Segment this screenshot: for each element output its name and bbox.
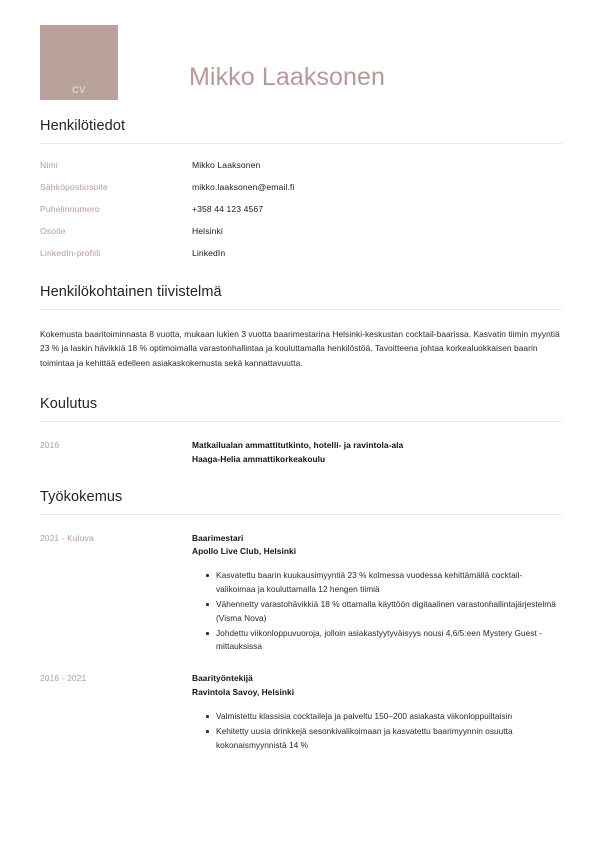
info-row [40,160,560,170]
section-experience [40,489,560,757]
experience-entry [40,672,560,756]
info-value-linkedin: LinkedIn [192,248,226,258]
info-label-email: Sähköpostiosoite [40,182,108,192]
candidate-name: Mikko Laaksonen [189,63,386,91]
info-label-linkedin: LinkedIn-profiili [40,248,101,258]
info-value-address: Helsinki [192,226,223,236]
section-divider [40,421,562,422]
info-value-email: mikko.laaksonen@email.fi [192,182,295,192]
section-summary [40,284,560,370]
section-title-experience: Työkokemus [40,488,123,505]
education-institution: Haaga-Helia ammattikorkeakoulu [192,453,326,464]
bullet-item: Vähennetty varastohävikkiä 18 % ottamalla käyttöön digitaalinen varastonhallintajärjestelmä (Visma Nova) [206,598,560,626]
experience-bullets [192,710,560,753]
section-title-personal-info: Henkilötiedot [40,118,126,134]
experience-role: Baarityöntekijä [192,673,253,684]
section-personal-info [40,118,560,258]
education-entries [40,439,560,466]
experience-entry-date: 2021 - Kuluva [40,532,94,543]
cv-logo-box [40,25,118,100]
bullet-item: Valmistettu klassisia cocktaileja ja palveltu 150–200 asiakasta viikonloppuiltaisin [206,710,560,724]
experience-role: Baarimestari [192,532,244,543]
experience-entries [40,532,560,757]
info-label-name: Nimi [40,160,58,170]
education-entry-body [192,439,560,466]
personal-info-table [40,160,560,258]
education-degree: Matkailualan ammattitutkinto, hotelli- ja ravintola-ala [192,440,404,451]
experience-bullets [192,569,560,655]
section-divider [40,309,562,310]
info-row [40,182,560,192]
section-title-education: Koulutus [40,396,98,413]
experience-entry-body [192,672,560,756]
education-entry [40,439,560,466]
cv-header [40,0,560,100]
bullet-item: Kehitetty uusia drinkkejä sesonkivalikoimaan ja kasvatettu baarimyynnin osuutta kokonaismyynnistä 14 % [206,725,560,753]
bullet-item: Kasvatettu baarin kuukausimyyntiä 23 % kolmessa vuodessa kehittämällä cocktail-valikoimaa ja kouluttamalla 12 hengen tiimiä [206,569,560,597]
info-value-phone: +358 44 123 4567 [192,204,264,214]
section-divider [40,143,562,144]
info-value-name: Mikko Laaksonen [192,160,261,170]
experience-entry-body [192,532,560,659]
experience-employer: Apollo Live Club, Helsinki [192,546,297,557]
experience-entry-date: 2016 - 2021 [40,673,87,684]
info-row [40,226,560,236]
summary-text: Kokemusta baaritoiminnasta 8 vuotta, mukaan lukien 3 vuotta baarimestarina Helsinki-keskustan cocktail-baarissa. Kasvatin tiimin myyntiä 23 % ja laskin hävikkiä 18 % optimoimalla varastonhallintaa ja kouluttamalla henkilöstöä. Tavoitteena johtaa korkealuokkaisen baarin toimintaa ja kehittää edelleen asiakaskokemusta sekä kannattavuutta. [40,329,560,368]
education-entry-date: 2016 [40,440,60,451]
info-row [40,248,560,258]
section-education [40,396,560,466]
section-title-summary: Henkilökohtainen tiivistelmä [40,284,222,300]
experience-employer: Ravintola Savoy, Helsinki [192,687,295,698]
section-divider [40,514,562,515]
experience-entry [40,532,560,659]
cv-logo-label: CV [72,85,86,95]
info-label-address: Osoite [40,226,66,236]
info-row [40,204,560,214]
info-label-phone: Puhelinnumero [40,204,100,214]
bullet-item: Johdettu viikonloppuvuoroja, jolloin asiakastyytyväisyys nousi 4,6/5:een Mystery Guest -mittauksissa [206,627,560,655]
